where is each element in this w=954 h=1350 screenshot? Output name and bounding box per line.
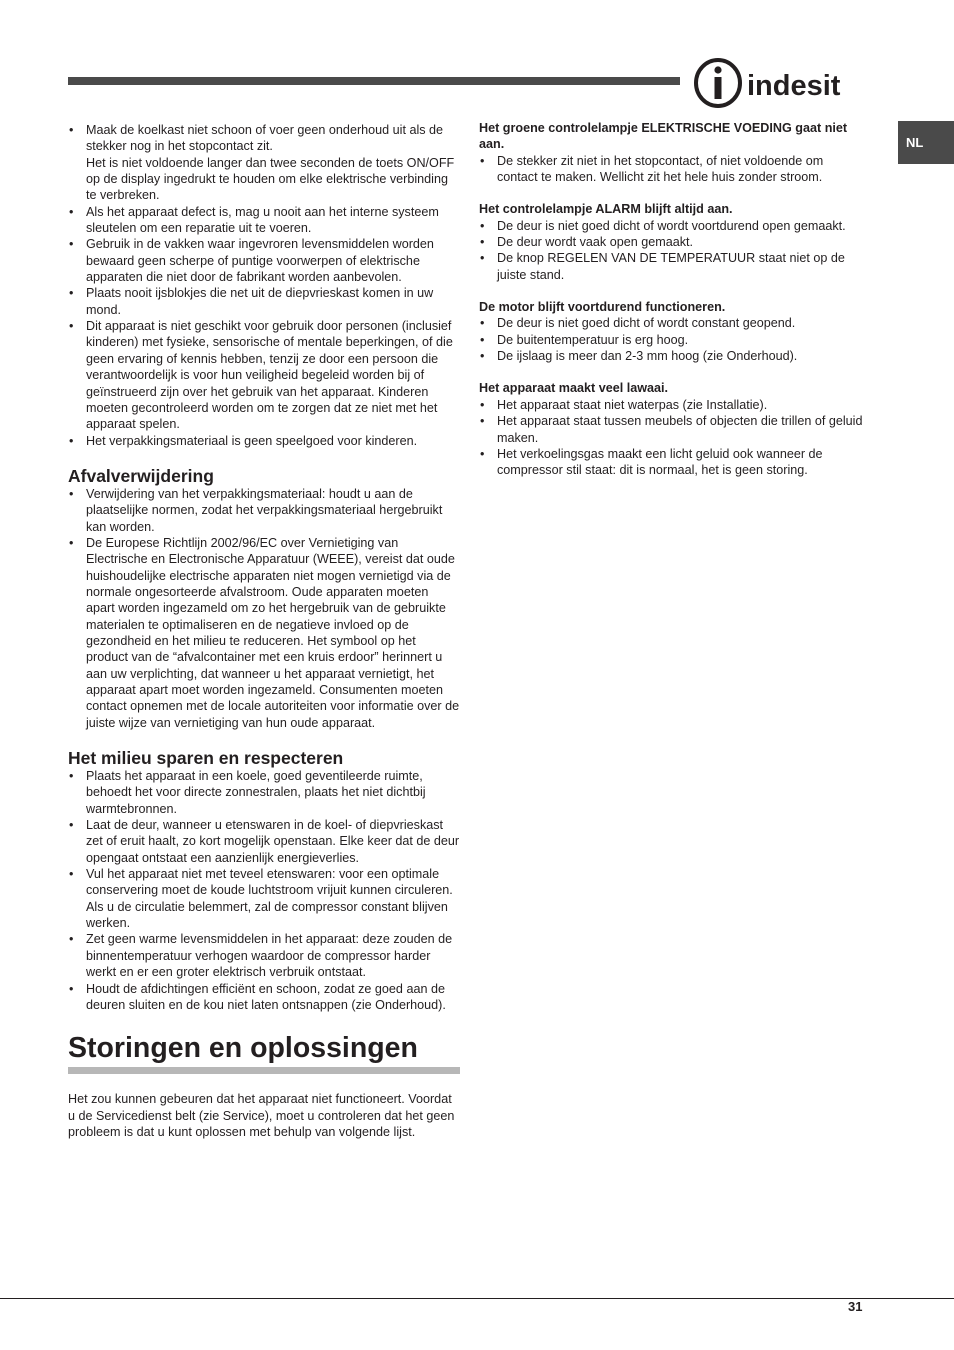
- list-item: • De deur is niet goed dicht of wordt voortdurend open gemaakt.: [479, 218, 864, 234]
- list-item: • Het apparaat staat niet waterpas (zie Installatie).: [479, 397, 864, 413]
- list-item: • De Europese Richtlijn 2002/96/EC over Vernietiging van Electrische en Electronische Apparatuur (WEEE), vereist dat oude huishoudelijke electrische apparaten niet mogen vernietigd via de normale ongesorteerde afvalstroom. Oude apparaten moeten apart worden ingezameld om zo het hergebruik van de gebruikte materialen te optimaliseren en de negatieve invloed op de gezondheid en het milieu te reduceren. Het symbool op het product van de “afvalcontainer met een kruis erdoor” herinnert u aan uw verplichting, dat wanneer u het apparaat vernietigt, het apparaat apart moet worden ingezameld. Consumenten moeten contact opnemen met de locale autoriteiten voor informatie over de juiste wijze van vernietiging van hun oude apparaat.: [68, 535, 460, 731]
- list-item: • Als het apparaat defect is, mag u nooit aan het interne systeem sleutelen om een reparatie uit te voeren.: [68, 204, 460, 237]
- list-item: • Plaats het apparaat in een koele, goed geventileerde ruimte, behoedt het voor directe zonnestralen, plaats het niet dichtbij warmtebronnen.: [68, 768, 460, 817]
- troubleshooting-title-block: [68, 1029, 460, 1075]
- list-item: • Plaats nooit ijsblokjes die net uit de diepvrieskast komen in uw mond.: [68, 285, 460, 318]
- header-bar: [68, 77, 680, 85]
- section-heading-waste: Afvalverwijdering: [68, 465, 214, 486]
- list-item: • De deur is niet goed dicht of wordt constant geopend.: [479, 315, 864, 331]
- problem-bullet-list: [479, 153, 864, 186]
- list-item: • Het apparaat staat tussen meubels of objecten die trillen of geluid maken.: [479, 413, 864, 446]
- list-item: • Maak de koelkast niet schoon of voer geen onderhoud uit als de stekker nog in het stopcontact zit. Het is niet voldoende langer dan twee seconden de toets ON/OFF op de display ingedrukt te houden om elke elektrische verbinding te verbreken.: [68, 122, 460, 204]
- section-heading-environment: Het milieu sparen en respecteren: [68, 748, 344, 769]
- problem-heading: De motor blijft voortdurend functioneren.: [479, 300, 726, 315]
- list-item: • De knop REGELEN VAN DE TEMPERATUUR staat niet op de juiste stand.: [479, 250, 864, 283]
- language-tab: NL: [898, 121, 954, 164]
- problem-bullet-list: [479, 218, 864, 283]
- list-item: • Gebruik in de vakken waar ingevroren levensmiddelen worden bewaard geen scherpe of puntige voorwerpen of elektrische apparaten die niet door de fabrikant worden aanbevolen.: [68, 236, 460, 285]
- list-item: • Vul het apparaat niet met teveel etenswaren: voor een optimale conservering moet de koude luchtstroom vrijuit kunnen circuleren. Als u de circulatie belemmert, zal de compressor constant blijven werken.: [68, 866, 460, 931]
- list-item: • De ijslaag is meer dan 2-3 mm hoog (zie Onderhoud).: [479, 348, 864, 364]
- footer-divider: [0, 1298, 954, 1299]
- safety-bullet-list: [68, 122, 460, 449]
- list-item: • Zet geen warme levensmiddelen in het apparaat: deze zouden de binnentemperatuur verhogen waardoor de compressor harder werkt en er een groter elektrisch verbruik ontstaat.: [68, 931, 460, 980]
- list-item: • Dit apparaat is niet geschikt voor gebruik door personen (inclusief kinderen) met fysieke, sensorische of mentale beperkingen, of die geen ervaring of kennis hebben, tenzij ze door een persoon die verantwoordelijk is voor hun veiligheid begeleid worden bij of geïnstrueerd zijn over het gebruik van het apparaat. Kinderen moeten gecontroleerd worden om te zorgen dat ze niet met het apparaat spelen.: [68, 318, 460, 432]
- page-number: 31: [848, 1299, 863, 1314]
- list-item: • Het verkoelingsgas maakt een licht geluid ook wanneer de compressor stil staat: dit is normaal, het is geen storing.: [479, 446, 864, 479]
- list-item: • De stekker zit niet in het stopcontact, of niet voldoende om contact te maken. Wellicht zit het hele huis zonder stroom.: [479, 153, 864, 186]
- problem-heading: Het groene controlelampje ELEKTRISCHE VOEDING gaat niet aan.: [479, 121, 848, 152]
- list-item: • Houdt de afdichtingen efficiënt en schoon, zodat ze goed aan de deuren sluiten en de kou niet laten ontsnappen (zie Onderhoud).: [68, 981, 460, 1014]
- list-item: • Laat de deur, wanneer u etenswaren in de koel- of diepvrieskast zet of eruit haalt, zo kort mogelijk openstaan. Elke keer dat de deur opengaat ontstaat een aanzienlijk energieverlies.: [68, 817, 460, 866]
- list-item: • Verwijdering van het verpakkingsmateriaal: houdt u aan de plaatselijke normen, zodat het verpakkingsmateriaal hergebruikt kan worden.: [68, 486, 460, 535]
- environment-bullet-list: [68, 768, 460, 1013]
- list-item: • Het verpakkingsmateriaal is geen speelgoed voor kinderen.: [68, 433, 460, 449]
- indesit-logo: [693, 57, 873, 109]
- brand-wordmark: indesit: [747, 70, 841, 102]
- problem-bullet-list: [479, 315, 864, 364]
- right-column: [479, 120, 864, 479]
- troubleshooting-intro: Het zou kunnen gebeuren dat het apparaat niet functioneert. Voordat u de Servicedienst belt (zie Service), moet u controleren dat het geen probleem is dat u kunt oplossen met behulp van volgende lijst.: [68, 1092, 455, 1139]
- problem-bullet-list: [479, 397, 864, 479]
- title-underline: [68, 1067, 460, 1074]
- left-column: [68, 122, 460, 1140]
- waste-bullet-list: [68, 486, 460, 731]
- troubleshooting-title: Storingen en oplossingen: [68, 1032, 418, 1065]
- problem-heading: Het apparaat maakt veel lawaai.: [479, 381, 669, 396]
- list-item: • De buitentemperatuur is erg hoog.: [479, 332, 864, 348]
- list-item: • De deur wordt vaak open gemaakt.: [479, 234, 864, 250]
- problem-heading: Het controlelampje ALARM blijft altijd aan.: [479, 202, 733, 217]
